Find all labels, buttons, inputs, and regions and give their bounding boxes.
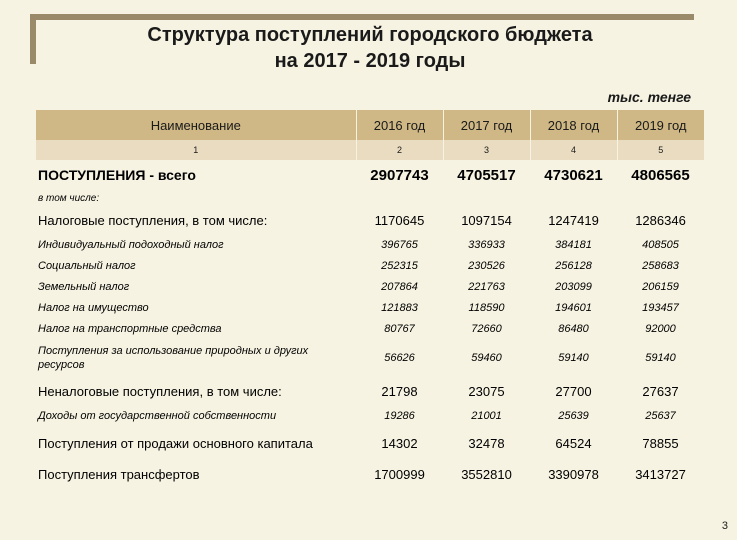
row-value: 396765: [381, 238, 418, 251]
row-value: 72660: [471, 322, 502, 335]
table-row: [36, 255, 704, 276]
row-value: 3390978: [548, 466, 599, 482]
table-row: [36, 276, 704, 297]
row-value: 3413727: [635, 466, 686, 482]
row-value: 3552810: [461, 466, 512, 482]
row-value: 193457: [642, 301, 679, 314]
column-index-row: [36, 140, 704, 160]
column-index: 5: [617, 140, 704, 160]
column-index: 2: [356, 140, 443, 160]
row-value: 2907743: [370, 166, 429, 184]
unit-label: тыс. тенге: [607, 89, 691, 105]
row-value: 78855: [642, 435, 679, 451]
row-value: 59140: [558, 352, 589, 364]
row-value: 21001: [471, 409, 502, 422]
row-value: 25639: [558, 409, 589, 422]
row-value: 252315: [381, 259, 418, 272]
row-value: 1170645: [374, 212, 425, 228]
column-index: 1: [36, 140, 356, 160]
row-label: Поступления за использование природных и других ресурсов: [38, 345, 309, 371]
row-label: Поступления от продажи основного капитала: [38, 435, 313, 451]
header-year-2018: 2018 год: [530, 110, 617, 140]
row-value: 27637: [642, 383, 679, 399]
row-value: 1286346: [635, 212, 686, 228]
frame-top-bar: [30, 14, 694, 20]
row-value: 1700999: [374, 466, 425, 482]
table-row: [36, 377, 704, 405]
table-row-total: [36, 160, 704, 190]
row-value: 121883: [381, 301, 418, 314]
frame-left-bar: [30, 14, 36, 64]
row-value: 336933: [468, 238, 505, 251]
row-label: ПОСТУПЛЕНИЯ - всего: [38, 167, 196, 183]
row-value: 14302: [381, 435, 418, 451]
table-row: [36, 460, 704, 488]
row-label: Индивидуальный подоходный налог: [38, 238, 224, 251]
row-value: 25637: [645, 409, 676, 422]
header-year-2019: 2019 год: [617, 110, 704, 140]
row-label: Налог на имущество: [38, 301, 149, 314]
row-value: 230526: [468, 259, 505, 272]
row-label: Поступления трансфертов: [38, 466, 200, 482]
table-header-row: [36, 110, 704, 140]
row-value: 118590: [468, 301, 505, 314]
row-value: 80767: [384, 322, 415, 335]
row-value: 4730621: [544, 166, 603, 184]
row-label: Налог на транспортные средства: [38, 322, 222, 335]
row-value: 56626: [384, 352, 415, 364]
table-row: [36, 318, 704, 339]
column-index: 4: [530, 140, 617, 160]
table-row: [36, 234, 704, 255]
table-row-including: [36, 190, 704, 206]
row-value: 256128: [555, 259, 592, 272]
row-value: 19286: [384, 409, 415, 422]
table-row: [36, 206, 704, 234]
row-label: Доходы от государственной собственности: [38, 409, 277, 422]
table-row: [36, 339, 704, 377]
row-label: Неналоговые поступления, в том числе:: [38, 383, 282, 399]
row-value: 408505: [642, 238, 679, 251]
header-year-2017: 2017 год: [443, 110, 530, 140]
row-value: 86480: [558, 322, 589, 335]
row-value: 1247419: [548, 212, 599, 228]
row-value: 27700: [555, 383, 592, 399]
page-number: 3: [721, 520, 728, 532]
row-value: 258683: [642, 259, 679, 272]
table-row: [36, 405, 704, 426]
row-label: Земельный налог: [38, 280, 130, 293]
page-title-line-1: Структура поступлений городского бюджета: [147, 24, 593, 46]
page-title-line-2: на 2017 - 2019 годы: [274, 50, 466, 72]
row-value: 384181: [555, 238, 592, 251]
table-row: [36, 297, 704, 318]
row-value: 194601: [555, 301, 592, 314]
column-index: 3: [443, 140, 530, 160]
row-value: 64524: [555, 435, 592, 451]
header-name: Наименование: [36, 110, 356, 140]
row-value: 203099: [555, 280, 592, 293]
row-value: 59460: [471, 352, 502, 364]
budget-table-container: [36, 110, 704, 488]
row-label: Социальный налог: [38, 259, 136, 272]
row-value: 221763: [468, 280, 505, 293]
table-row: [36, 426, 704, 460]
row-value: 32478: [468, 435, 505, 451]
row-value: 23075: [468, 383, 505, 399]
row-value: 21798: [381, 383, 418, 399]
row-value: 92000: [645, 322, 676, 335]
row-label: Налоговые поступления, в том числе:: [38, 212, 268, 228]
header-year-2016: 2016 год: [356, 110, 443, 140]
row-value: 4705517: [457, 166, 516, 184]
row-value: 4806565: [631, 166, 690, 184]
row-value: 1097154: [461, 212, 512, 228]
row-value: 59140: [645, 352, 676, 364]
row-value: 207864: [381, 280, 418, 293]
row-value: 206159: [642, 280, 679, 293]
budget-table: [36, 110, 704, 488]
row-label: в том числе:: [38, 192, 100, 204]
